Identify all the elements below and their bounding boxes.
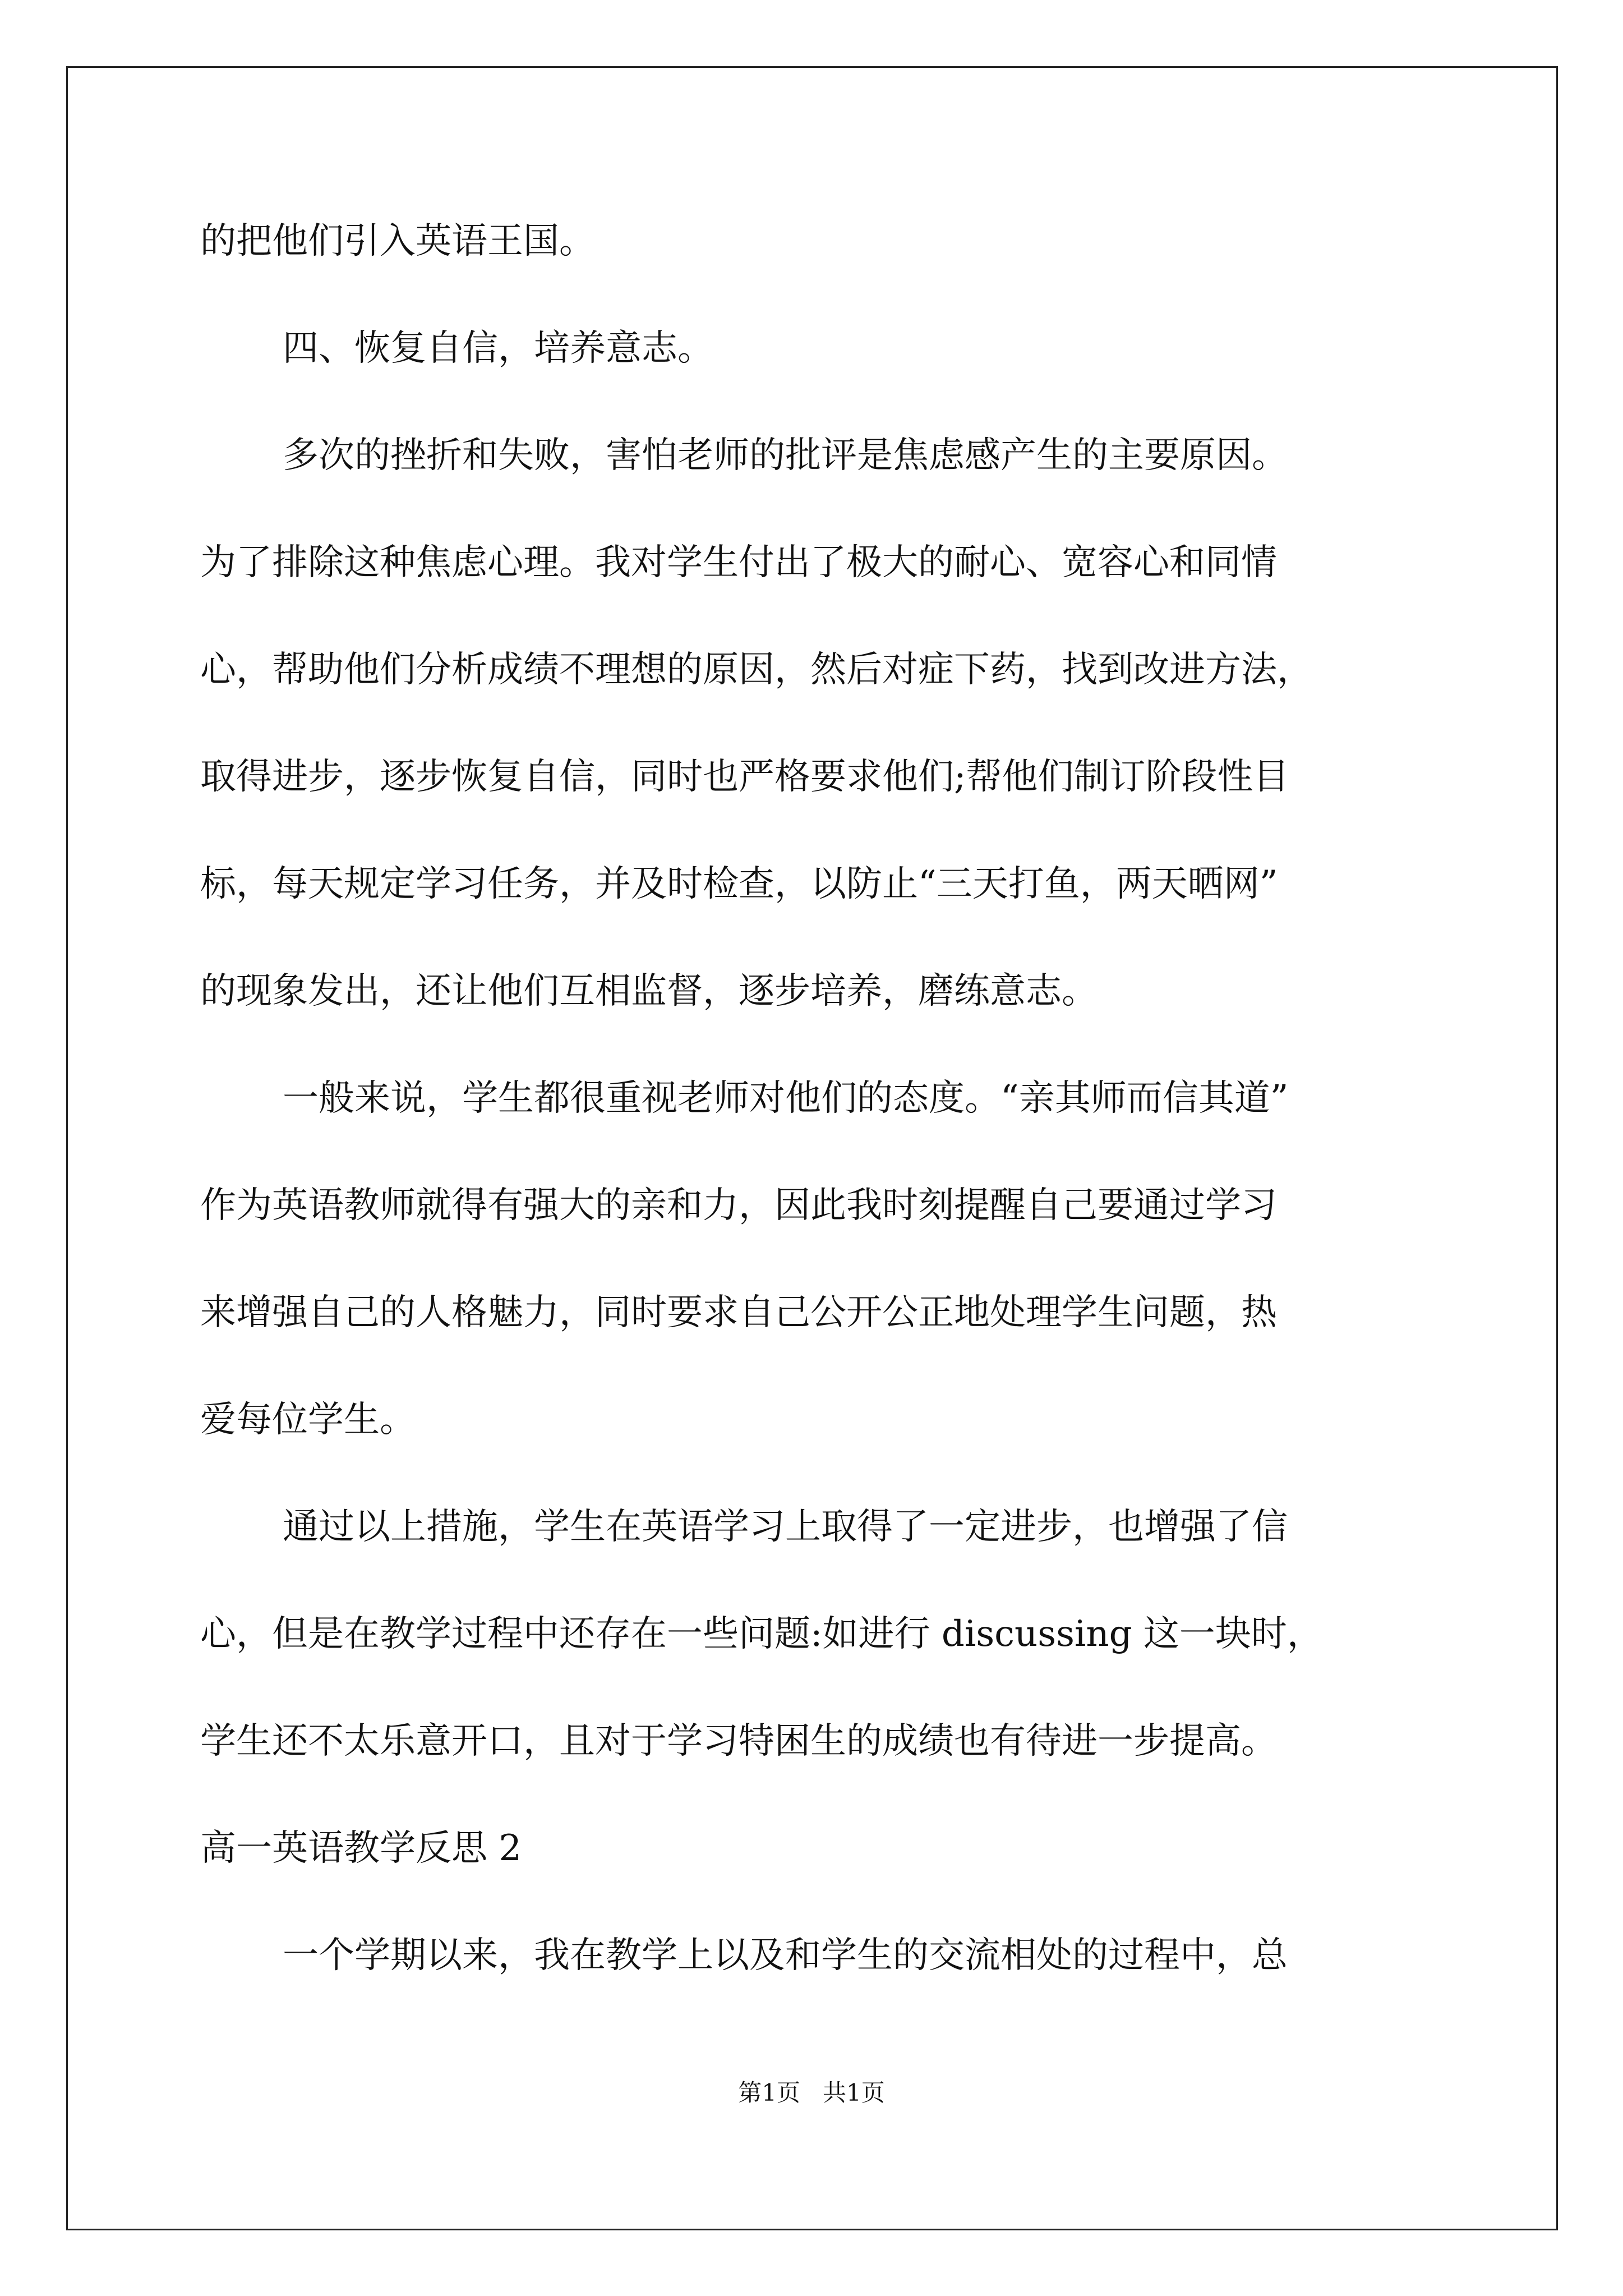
section-heading: 四、恢复自信，培养意志。 <box>283 328 713 369</box>
paragraph-line: 作为英语教师就得有强大的亲和力，因此我时刻提醒自己要通过学习 <box>200 1185 1277 1226</box>
paragraph-line: 取得进步，逐步恢复自信，同时也严格要求他们;帮他们制订阶段性目 <box>200 756 1289 798</box>
paragraph-line: 一个学期以来，我在教学上以及和学生的交流相处的过程中，总 <box>283 1935 1288 1976</box>
paragraph-line: 的现象发出，还让他们互相监督，逐步培养，磨练意志。 <box>200 970 1098 1012</box>
paragraph-line: 通过以上措施，学生在英语学习上取得了一定进步，也增强了信 <box>283 1506 1288 1548</box>
paragraph-line: 为了排除这种焦虑心理。我对学生付出了极大的耐心、宽容心和同情 <box>200 542 1277 583</box>
article-title: 高一英语教学反思 2 <box>200 1828 522 1869</box>
paragraph-line: 心，帮助他们分析成绩不理想的原因，然后对症下药，找到改进方法， <box>200 649 1313 691</box>
page-border <box>66 66 1558 2230</box>
paragraph-line: 来增强自己的人格魅力，同时要求自己公开公正地处理学生问题，热 <box>200 1292 1277 1333</box>
paragraph-line: 标，每天规定学习任务，并及时检查，以防止“三天打鱼，两天晒网” <box>200 863 1278 905</box>
paragraph-line: 爱每位学生。 <box>200 1399 416 1441</box>
paragraph-line: 一般来说，学生都很重视老师对他们的态度。“亲其师而信其道” <box>283 1078 1289 1119</box>
page-number: 第1页 共1页 <box>738 2079 885 2106</box>
paragraph-line: 学生还不太乐意开口，且对于学习特困生的成绩也有待进一步提高。 <box>200 1720 1277 1762</box>
paragraph-line: 多次的挫折和失败，害怕老师的批评是焦虑感产生的主要原因。 <box>283 435 1288 476</box>
paragraph-line: 心，但是在教学过程中还存在一些问题:如进行 discussing 这一块时， <box>200 1613 1323 1655</box>
text-line: 的把他们引入英语王国。 <box>200 220 595 262</box>
